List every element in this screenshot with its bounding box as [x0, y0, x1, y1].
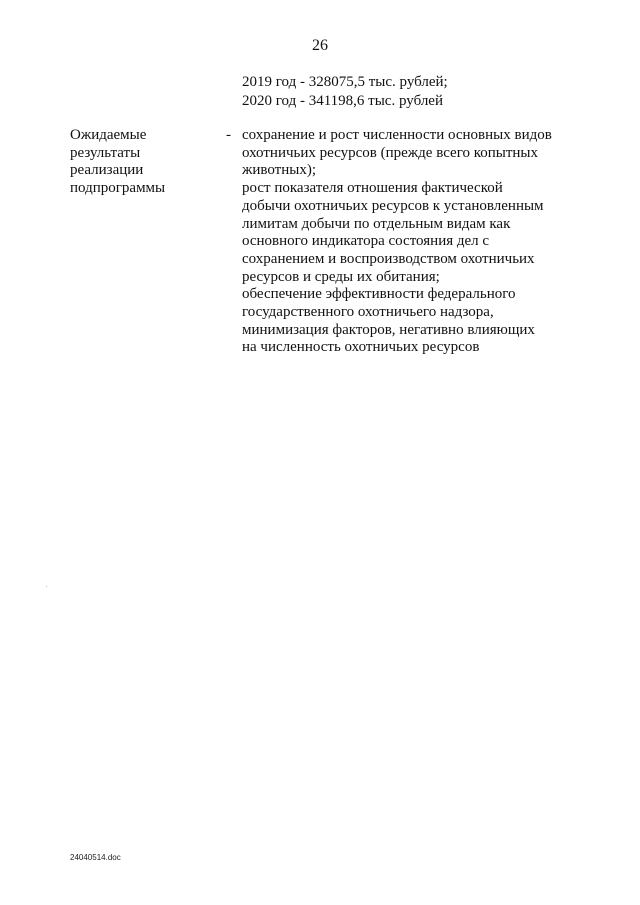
result-line: добычи охотничьих ресурсов к установленным: [242, 197, 544, 214]
expected-results-text: [242, 127, 562, 357]
funding-amounts: [242, 73, 448, 111]
result-line: сохранением и воспроизводством охотничьих: [242, 250, 535, 267]
funding-line-2020: 2020 год - 341198,6 тыс. рублей: [242, 93, 443, 109]
result-line: лимитам добычи по отдельным видам как: [242, 215, 511, 232]
scan-speck: [46, 586, 47, 587]
label-line: подпрограммы: [70, 179, 166, 196]
label-line: Ожидаемые: [70, 127, 147, 143]
result-line: охотничьих ресурсов (прежде всего копытных: [242, 144, 539, 161]
expected-results-label: [70, 127, 210, 197]
result-line: обеспечение эффективности федерального: [242, 286, 516, 303]
page-number: 26: [312, 37, 328, 54]
result-line: животных);: [242, 162, 316, 179]
label-line: результаты: [70, 144, 141, 161]
result-line: на численность охотничьих ресурсов: [242, 339, 480, 356]
label-line: реализации: [70, 162, 144, 178]
result-line: рост показателя отношения фактической: [242, 180, 503, 197]
result-line: государственного охотничьего надзора,: [242, 304, 494, 321]
result-line: сохранение и рост численности основных видов: [242, 127, 552, 143]
result-line: ресурсов и среды их обитания;: [242, 268, 440, 285]
expected-results-dash: -: [226, 127, 231, 143]
funding-line-2019: 2019 год - 328075,5 тыс. рублей;: [242, 74, 448, 90]
document-filename: 24040514.doc: [70, 853, 121, 862]
result-line: минимизация факторов, негативно влияющих: [242, 321, 535, 338]
result-line: основного индикатора состояния дел с: [242, 233, 490, 250]
